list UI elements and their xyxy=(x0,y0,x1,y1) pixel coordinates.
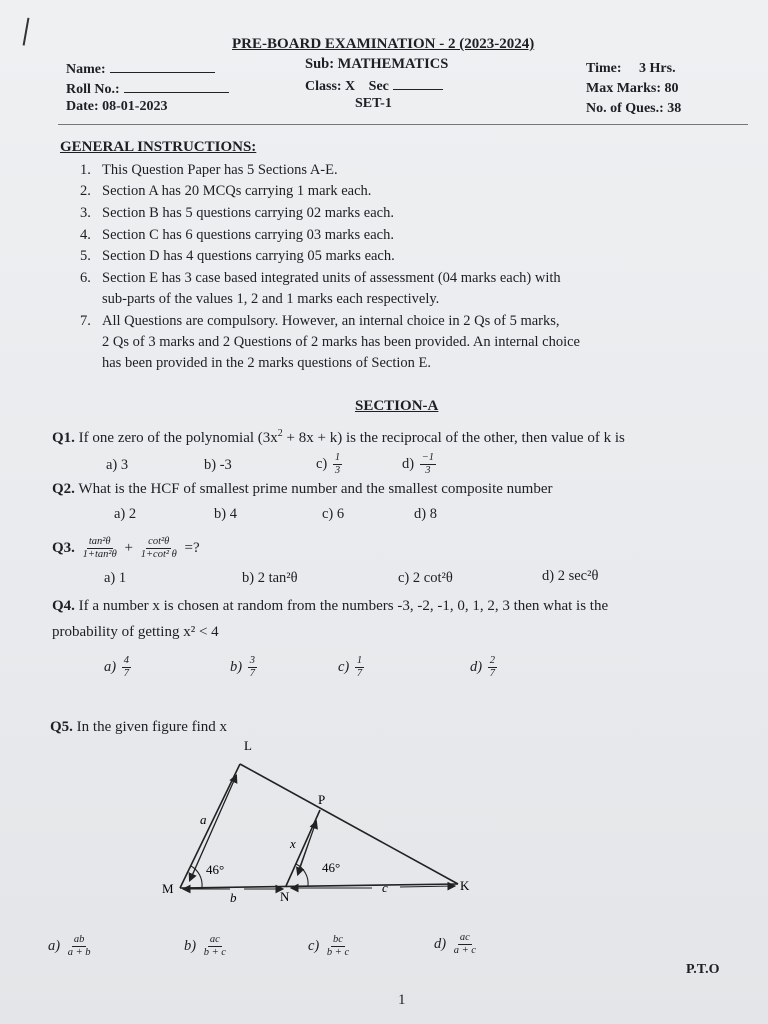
instruction-text: Section C has 6 questions carrying 03 marks each. xyxy=(102,227,394,243)
question-2 xyxy=(52,481,552,498)
option-letter: b) xyxy=(230,658,243,675)
pto-label: P.T.O xyxy=(686,962,720,977)
time-field xyxy=(586,61,676,77)
header-divider xyxy=(58,124,748,125)
instruction-number: 3. xyxy=(80,205,91,221)
name-label: Name: xyxy=(66,62,106,77)
subject: Sub: MATHEMATICS xyxy=(305,56,449,72)
q1-option-c xyxy=(316,452,344,477)
triangle-figure xyxy=(140,730,500,910)
option-letter: b) xyxy=(184,937,197,954)
q5-option-c xyxy=(308,934,353,959)
question-count: No. of Ques.: 38 xyxy=(586,101,682,116)
instruction-7 xyxy=(80,311,580,374)
q1-option-b: b) -3 xyxy=(204,457,232,473)
question-1 xyxy=(52,428,625,447)
question-text: + 8x + k) is the reciprocal of the other, then value of k is xyxy=(282,430,625,446)
q1-option-d xyxy=(402,452,438,477)
angle-label-m: 46° xyxy=(206,862,225,877)
label-c: c xyxy=(382,880,388,895)
q2-option-b: b) 4 xyxy=(214,506,237,522)
question-text: What is the HCF of smallest prime number and the smallest composite number xyxy=(78,481,553,497)
class-label: Class: X xyxy=(305,79,356,94)
arrow-x-down xyxy=(298,822,316,874)
instruction-3 xyxy=(80,203,394,224)
instruction-number: 6. xyxy=(80,270,91,286)
exam-title: PRE-BOARD EXAMINATION - 2 (2023-2024) xyxy=(232,36,535,52)
sec-blank xyxy=(393,77,443,90)
fraction: $\frac{4}{7}$ xyxy=(123,655,129,679)
instruction-number: 4. xyxy=(80,227,91,243)
question-label: Q5. xyxy=(50,719,73,735)
instruction-text: Section A has 20 MCQs carrying 1 mark each. xyxy=(102,183,372,199)
question-text: =? xyxy=(184,539,200,556)
instruction-text: Section E has 3 case based integrated units of assessment (04 marks each) with xyxy=(102,270,561,286)
fraction: $\frac{-1}{3}$ xyxy=(421,452,435,476)
question-label: Q2. xyxy=(52,481,75,497)
instruction-text: 2 Qs of 3 marks and 2 Questions of 2 marks has been provided. An internal choice xyxy=(102,334,580,350)
option-letter: a) xyxy=(104,658,117,675)
question-label: Q3. xyxy=(52,539,75,556)
fraction: $\frac{2}{7}$ xyxy=(489,655,495,679)
q2-option-d: d) 8 xyxy=(414,506,437,522)
fraction: $\frac{ab}{a + b}$ xyxy=(67,934,91,958)
angle-arc-m xyxy=(191,866,202,887)
question-text: If one zero of the polynomial (3x xyxy=(78,430,278,446)
instruction-text: All Questions are compulsory. However, an internal choice in 2 Qs of 5 marks, xyxy=(102,313,560,329)
question-3 xyxy=(52,536,200,561)
page-number: 1 xyxy=(398,992,406,1008)
instruction-text: has been provided in the 2 marks questions of Section E. xyxy=(102,355,432,371)
label-l: L xyxy=(244,738,252,753)
label-m: M xyxy=(162,881,174,896)
instruction-text: Section D has 4 questions carrying 05 marks each. xyxy=(102,248,395,264)
question-label: Q4. xyxy=(52,598,75,614)
label-p: P xyxy=(318,792,326,807)
label-b: b xyxy=(230,890,237,905)
instruction-text: This Question Paper has 5 Sections A-E. xyxy=(102,162,338,178)
instruction-2 xyxy=(80,181,371,202)
roll-label: Roll No.: xyxy=(66,82,120,97)
q4-option-d xyxy=(470,655,499,680)
fraction: $\frac{3}{7}$ xyxy=(249,655,255,679)
instruction-number: 2. xyxy=(80,183,91,199)
section-title: SECTION-A xyxy=(355,398,439,414)
q3-option-b: b) 2 tan²θ xyxy=(242,570,298,586)
name-blank xyxy=(110,60,215,73)
option-letter: a) xyxy=(48,937,61,954)
time-label: Time: xyxy=(586,61,622,76)
question-text: In the given figure find x xyxy=(76,719,228,735)
angle-label-n: 46° xyxy=(322,860,341,875)
label-x: x xyxy=(290,836,296,851)
question-label: Q1. xyxy=(52,430,75,446)
label-n: N xyxy=(280,889,290,904)
superscript: 2 xyxy=(277,428,283,439)
option-letter: d) xyxy=(434,935,447,952)
side-mk xyxy=(180,884,458,888)
q4-option-c xyxy=(338,655,366,680)
question-4-line-2: probability of getting x² < 4 xyxy=(52,624,219,640)
instruction-text: Section B has 5 questions carrying 02 marks each. xyxy=(102,205,394,221)
sec-label: Sec xyxy=(368,79,389,94)
q3-option-a: a) 1 xyxy=(104,570,127,586)
set-number: SET-1 xyxy=(355,96,392,111)
option-letter: c) xyxy=(316,455,328,472)
class-field xyxy=(305,77,443,95)
plus-sign: + xyxy=(124,539,133,556)
max-marks: Max Marks: 80 xyxy=(586,81,679,96)
q5-option-d xyxy=(434,932,480,957)
name-field xyxy=(66,60,215,78)
question-text: If a number x is chosen at random from the numbers -3, -2, -1, 0, 1, 2, 3 then what is the xyxy=(78,598,609,614)
instruction-text: sub-parts of the values 1, 2 and 1 marks each respectively. xyxy=(102,291,440,307)
label-k: K xyxy=(460,878,470,893)
question-4 xyxy=(52,598,608,615)
label-a: a xyxy=(200,812,207,827)
q4-option-b xyxy=(230,655,259,680)
instruction-5 xyxy=(80,246,395,267)
instruction-number: 1. xyxy=(80,162,91,178)
option-letter: c) xyxy=(338,658,350,675)
instruction-6 xyxy=(80,268,561,310)
q4-option-a xyxy=(104,655,133,680)
q3-option-c: c) 2 cot²θ xyxy=(398,570,453,586)
time-value: 3 Hrs. xyxy=(639,61,676,76)
fraction: $\frac{\text{tan²θ}}{\text{1+tan²θ}}$ xyxy=(82,536,117,560)
q1-option-a: a) 3 xyxy=(106,457,129,473)
fraction: $\frac{bc}{b + c}$ xyxy=(326,934,350,958)
instruction-number: 7. xyxy=(80,313,91,329)
option-letter: d) xyxy=(470,658,483,675)
angle-arc-n xyxy=(296,864,308,886)
fraction: $\frac{1}{3}$ xyxy=(334,452,341,476)
roll-field xyxy=(66,80,229,98)
q3-option-d: d) 2 sec²θ xyxy=(542,568,599,584)
q5-option-b xyxy=(184,934,230,959)
q2-option-a: a) 2 xyxy=(114,506,137,522)
option-letter: d) xyxy=(402,455,415,472)
instruction-1 xyxy=(80,160,338,181)
arrow-c-right xyxy=(400,886,454,887)
instruction-number: 5. xyxy=(80,248,91,264)
fraction: $\frac{ac}{a + c}$ xyxy=(453,932,476,956)
q2-option-c: c) 6 xyxy=(322,506,345,522)
option-letter: c) xyxy=(308,937,320,954)
q5-option-a xyxy=(48,934,95,959)
fraction: $\frac{\text{cot²θ}}{\text{1+cot² θ}}$ xyxy=(140,536,177,560)
exam-date: Date: 08-01-2023 xyxy=(66,99,168,114)
side-lk xyxy=(240,764,458,884)
instruction-4 xyxy=(80,225,394,246)
roll-blank xyxy=(124,80,229,93)
fraction: $\frac{ac}{b + c}$ xyxy=(203,934,226,958)
pen-mark xyxy=(23,18,34,47)
instructions-heading: GENERAL INSTRUCTIONS: xyxy=(60,139,257,155)
fraction: $\frac{1}{7}$ xyxy=(356,655,363,679)
